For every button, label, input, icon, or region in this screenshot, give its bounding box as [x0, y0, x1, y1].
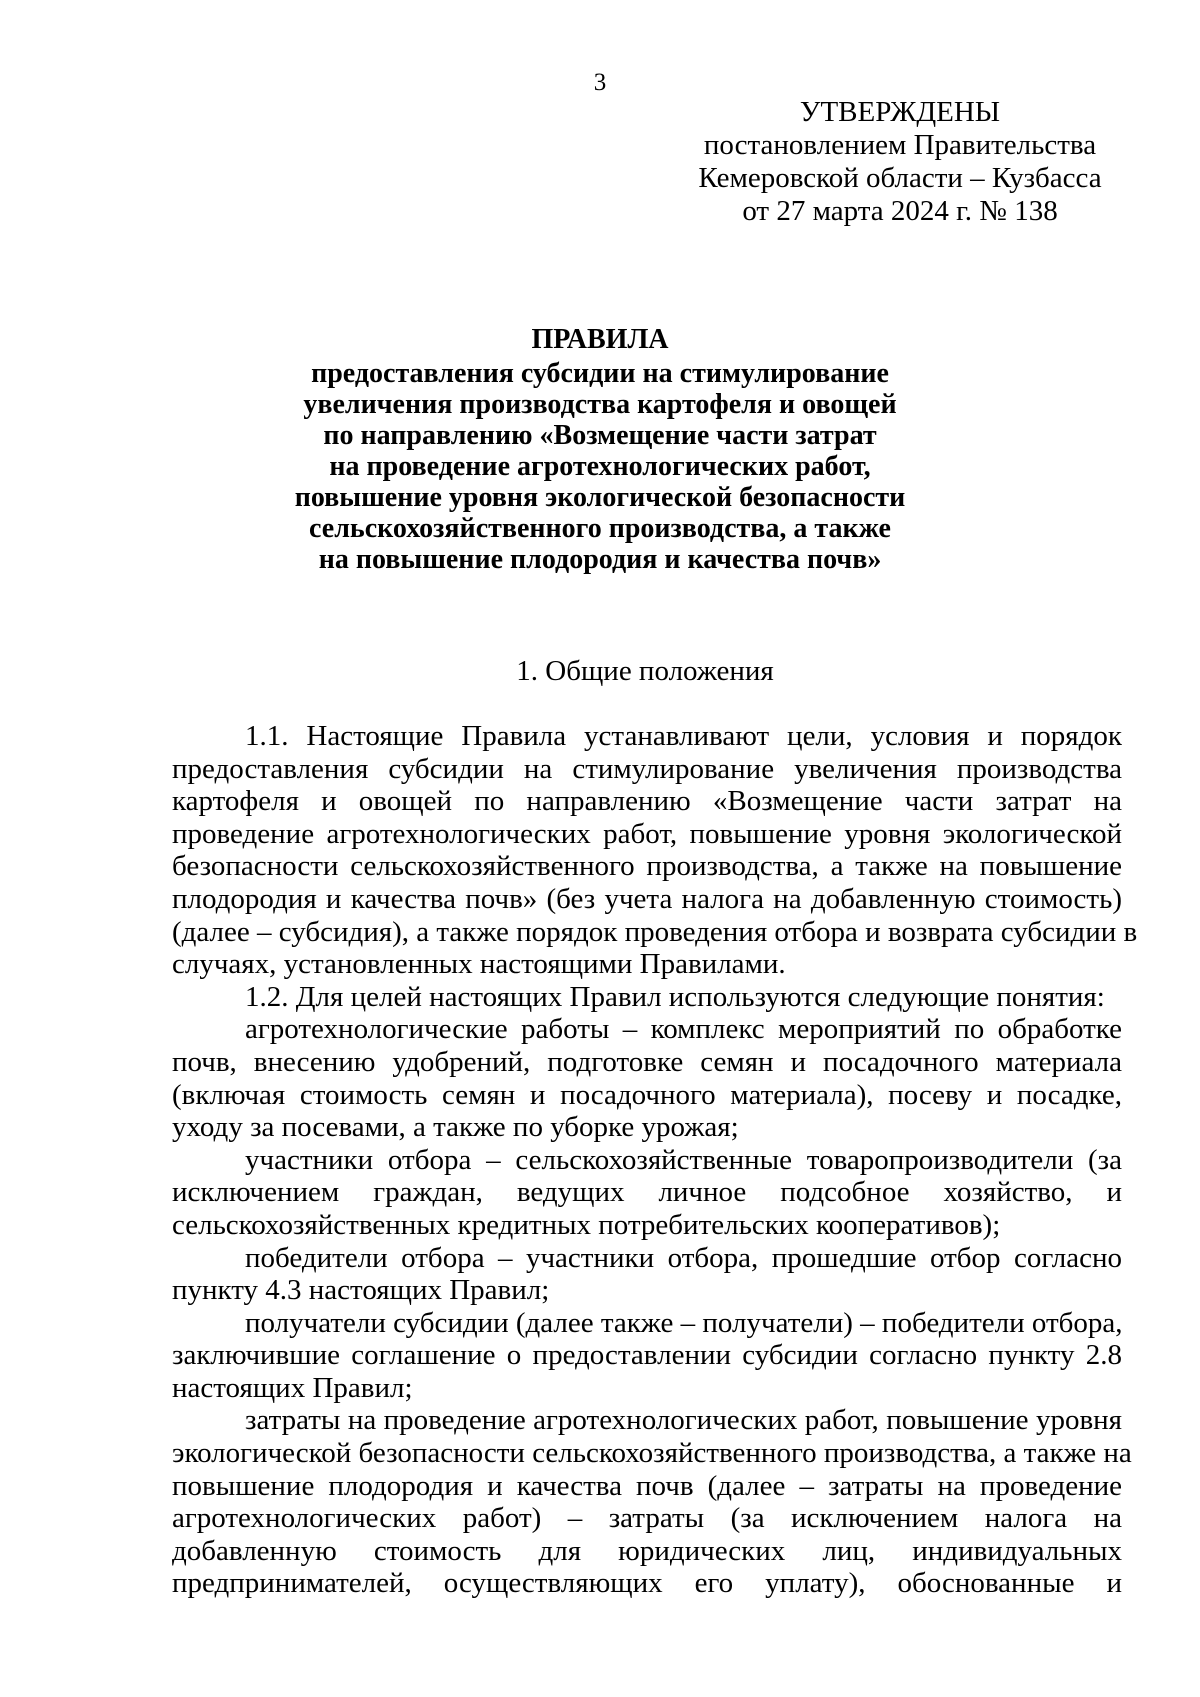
paragraph-line: исключением граждан, ведущих личное подсобное хозяйство, и [172, 1176, 1122, 1209]
paragraph-line: получатели субсидии (далее также – получатели) – победители отбора, [245, 1306, 1123, 1339]
title-main: ПРАВИЛА [531, 324, 669, 355]
title-line: увеличения производства картофеля и овощей [303, 389, 897, 420]
section-heading: 1. Общие положения [516, 655, 774, 687]
paragraph-line: затраты на проведение агротехнологических работ, повышение уровня [245, 1404, 1122, 1437]
paragraph-line: повышение плодородия и качества почв (далее – затраты на проведение [172, 1469, 1122, 1502]
paragraph-line: безопасности сельскохозяйственного производства, а также на повышение [172, 850, 1122, 883]
paragraph-line: участники отбора – сельскохозяйственные товаропроизводители (за [245, 1143, 1122, 1176]
paragraph-line: (далее – субсидия), а также порядок проведения отбора и возврата субсидии в [172, 915, 1138, 948]
title-line: на проведение агротехнологических работ, [329, 451, 871, 482]
paragraph-line: 1.2. Для целей настоящих Правил используются следующие понятия: [245, 980, 1105, 1013]
paragraph-line: (включая стоимость семян и посадочного материала), посеву и посадке, [172, 1078, 1122, 1111]
document-title [150, 324, 1050, 575]
paragraph-line: предоставления субсидии на стимулирование увеличения производства [172, 752, 1122, 785]
paragraph-line: почв, внесению удобрений, подготовке семян и посадочного материала [172, 1045, 1122, 1078]
paragraph-line: добавленную стоимость для юридических лиц, индивидуальных [172, 1534, 1122, 1567]
paragraph-line: сельскохозяйственных кредитных потребительских кооперативов); [172, 1208, 1001, 1241]
approval-stamp [690, 96, 1110, 228]
paragraph-line: заключившие соглашение о предоставлении субсидии согласно пункту 2.8 [172, 1339, 1122, 1372]
paragraph-line: агротехнологические работы – комплекс мероприятий по обработке [245, 1013, 1122, 1046]
body-text [172, 720, 1138, 1600]
paragraph-line: уходу за посевами, а также по уборке урожая; [172, 1111, 739, 1144]
title-line: предоставления субсидии на стимулирование [311, 358, 889, 389]
paragraph-line: проведение агротехнологических работ, повышение уровня экологической [172, 817, 1122, 850]
approval-line: Кемеровской области – Кузбасса [698, 162, 1102, 194]
page-number: 3 [593, 69, 607, 96]
paragraph-line: пункту 4.3 настоящих Правил; [172, 1274, 550, 1307]
paragraph-line: предпринимателей, осуществляющих его уплату), обоснованные и [172, 1567, 1122, 1600]
paragraph-line: настоящих Правил; [172, 1371, 413, 1404]
paragraph-line: плодородия и качества почв» (без учета налога на добавленную стоимость) [172, 882, 1122, 915]
paragraph-line: картофеля и овощей по направлению «Возмещение части затрат на [172, 785, 1122, 818]
approval-line: постановлением Правительства [703, 129, 1097, 161]
paragraph-line: агротехнологических работ) – затраты (за исключением налога на [172, 1502, 1122, 1535]
title-line: на повышение плодородия и качества почв» [318, 544, 882, 575]
paragraph-line: экологической безопасности сельскохозяйственного производства, а также на [172, 1437, 1132, 1470]
title-line: сельскохозяйственного производства, а также [309, 513, 891, 544]
approval-line: УТВЕРЖДЕНЫ [799, 96, 1001, 128]
title-line: повышение уровня экологической безопасности [294, 482, 906, 513]
paragraph-line: победители отбора – участники отбора, прошедшие отбор согласно [245, 1241, 1122, 1274]
paragraph-line: случаях, установленных настоящими Правилами. [172, 948, 786, 981]
approval-line: от 27 марта 2024 г. № 138 [742, 195, 1058, 227]
paragraph-line: 1.1. Настоящие Правила устанавливают цели, условия и порядок [245, 720, 1122, 752]
title-line: по направлению «Возмещение части затрат [323, 420, 877, 451]
